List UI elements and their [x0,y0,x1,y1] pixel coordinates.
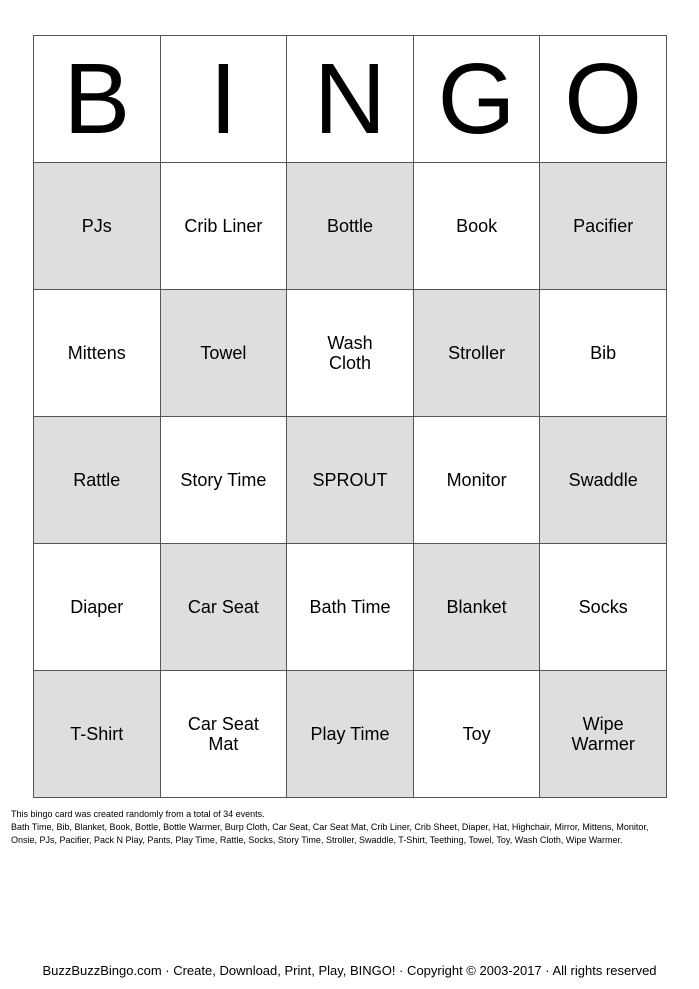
bingo-cell [540,671,667,798]
header-letter-n: N [287,36,414,163]
cell-label: Bib [590,343,617,363]
bingo-cell [287,163,414,290]
bingo-cell [540,290,667,417]
bingo-cell [287,290,414,417]
page-footer: BuzzBuzzBingo.com · Create, Download, Print, Play, BINGO! · Copyright © 2003-2017 · All rights reserved [42,963,657,978]
bingo-cell [413,290,540,417]
cell-label: Car Seat [187,597,259,617]
cell-label: Mittens [67,343,126,363]
bingo-cell [34,671,161,798]
bingo-cell [160,544,287,671]
cell-label: Story Time [180,470,267,490]
bingo-cell [160,290,287,417]
header-letter-b: B [34,36,161,163]
bingo-row [34,544,667,671]
cell-label: Bath Time [309,597,391,617]
cell-label: Wash Cloth [327,333,373,373]
cell-label: Stroller [448,343,506,363]
bingo-cell [540,544,667,671]
bingo-cell [34,163,161,290]
bingo-row [34,671,667,798]
cell-label: Bottle [326,216,373,236]
cell-label: PJs [81,216,112,236]
cell-label: Crib Liner [184,216,263,236]
cell-label: Wipe Warmer [571,714,635,754]
cell-label: SPROUT [312,470,388,490]
bingo-cell [34,290,161,417]
bingo-card [33,35,667,798]
cell-label: Towel [200,343,247,363]
cell-label: Blanket [446,597,507,617]
notes-events-line-1: Bath Time, Bib, Blanket, Book, Bottle, Bottle Warmer, Burp Cloth, Car Seat, Car Seat Mat, Crib Liner, Crib Sheet, Diaper, Hat, Highchair, Mirror, Mittens, Monitor, [11,822,649,832]
cell-label: Pacifier [573,216,634,236]
bingo-cell [287,671,414,798]
bingo-cell [413,671,540,798]
bingo-cell [413,163,540,290]
cell-label: Book [456,216,498,236]
cell-label: Rattle [73,470,121,490]
bingo-cell [540,417,667,544]
header-letter-i: I [160,36,287,163]
cell-label: Socks [578,597,628,617]
bingo-row [34,417,667,544]
bingo-cell [160,163,287,290]
bingo-row [34,290,667,417]
bingo-cell-free [287,417,414,544]
bingo-row [34,163,667,290]
bingo-cell [413,544,540,671]
header-letter-o: O [540,36,667,163]
bingo-cell [413,417,540,544]
bingo-cell [160,671,287,798]
cell-label: Toy [462,724,491,744]
bingo-cell [34,544,161,671]
bingo-cell [34,417,161,544]
notes-events-line-2: Onsie, PJs, Pacifier, Pack N Play, Pants, Play Time, Rattle, Socks, Story Time, Stroller, Swaddle, T-Shirt, Teething, Towel, Toy, Wash Cloth, Wipe Warmer. [11,835,623,845]
cell-label: Monitor [446,470,507,490]
cell-label: Play Time [310,724,390,744]
cell-label: T-Shirt [70,724,124,744]
card-notes [11,808,691,847]
bingo-cell [540,163,667,290]
header-row [34,36,667,163]
cell-label: Car Seat Mat [187,714,259,754]
bingo-cell [287,544,414,671]
bingo-cell [160,417,287,544]
cell-label: Swaddle [568,470,638,490]
notes-intro: This bingo card was created randomly from a total of 34 events. [11,809,265,819]
header-letter-g: G [413,36,540,163]
cell-label: Diaper [70,597,124,617]
